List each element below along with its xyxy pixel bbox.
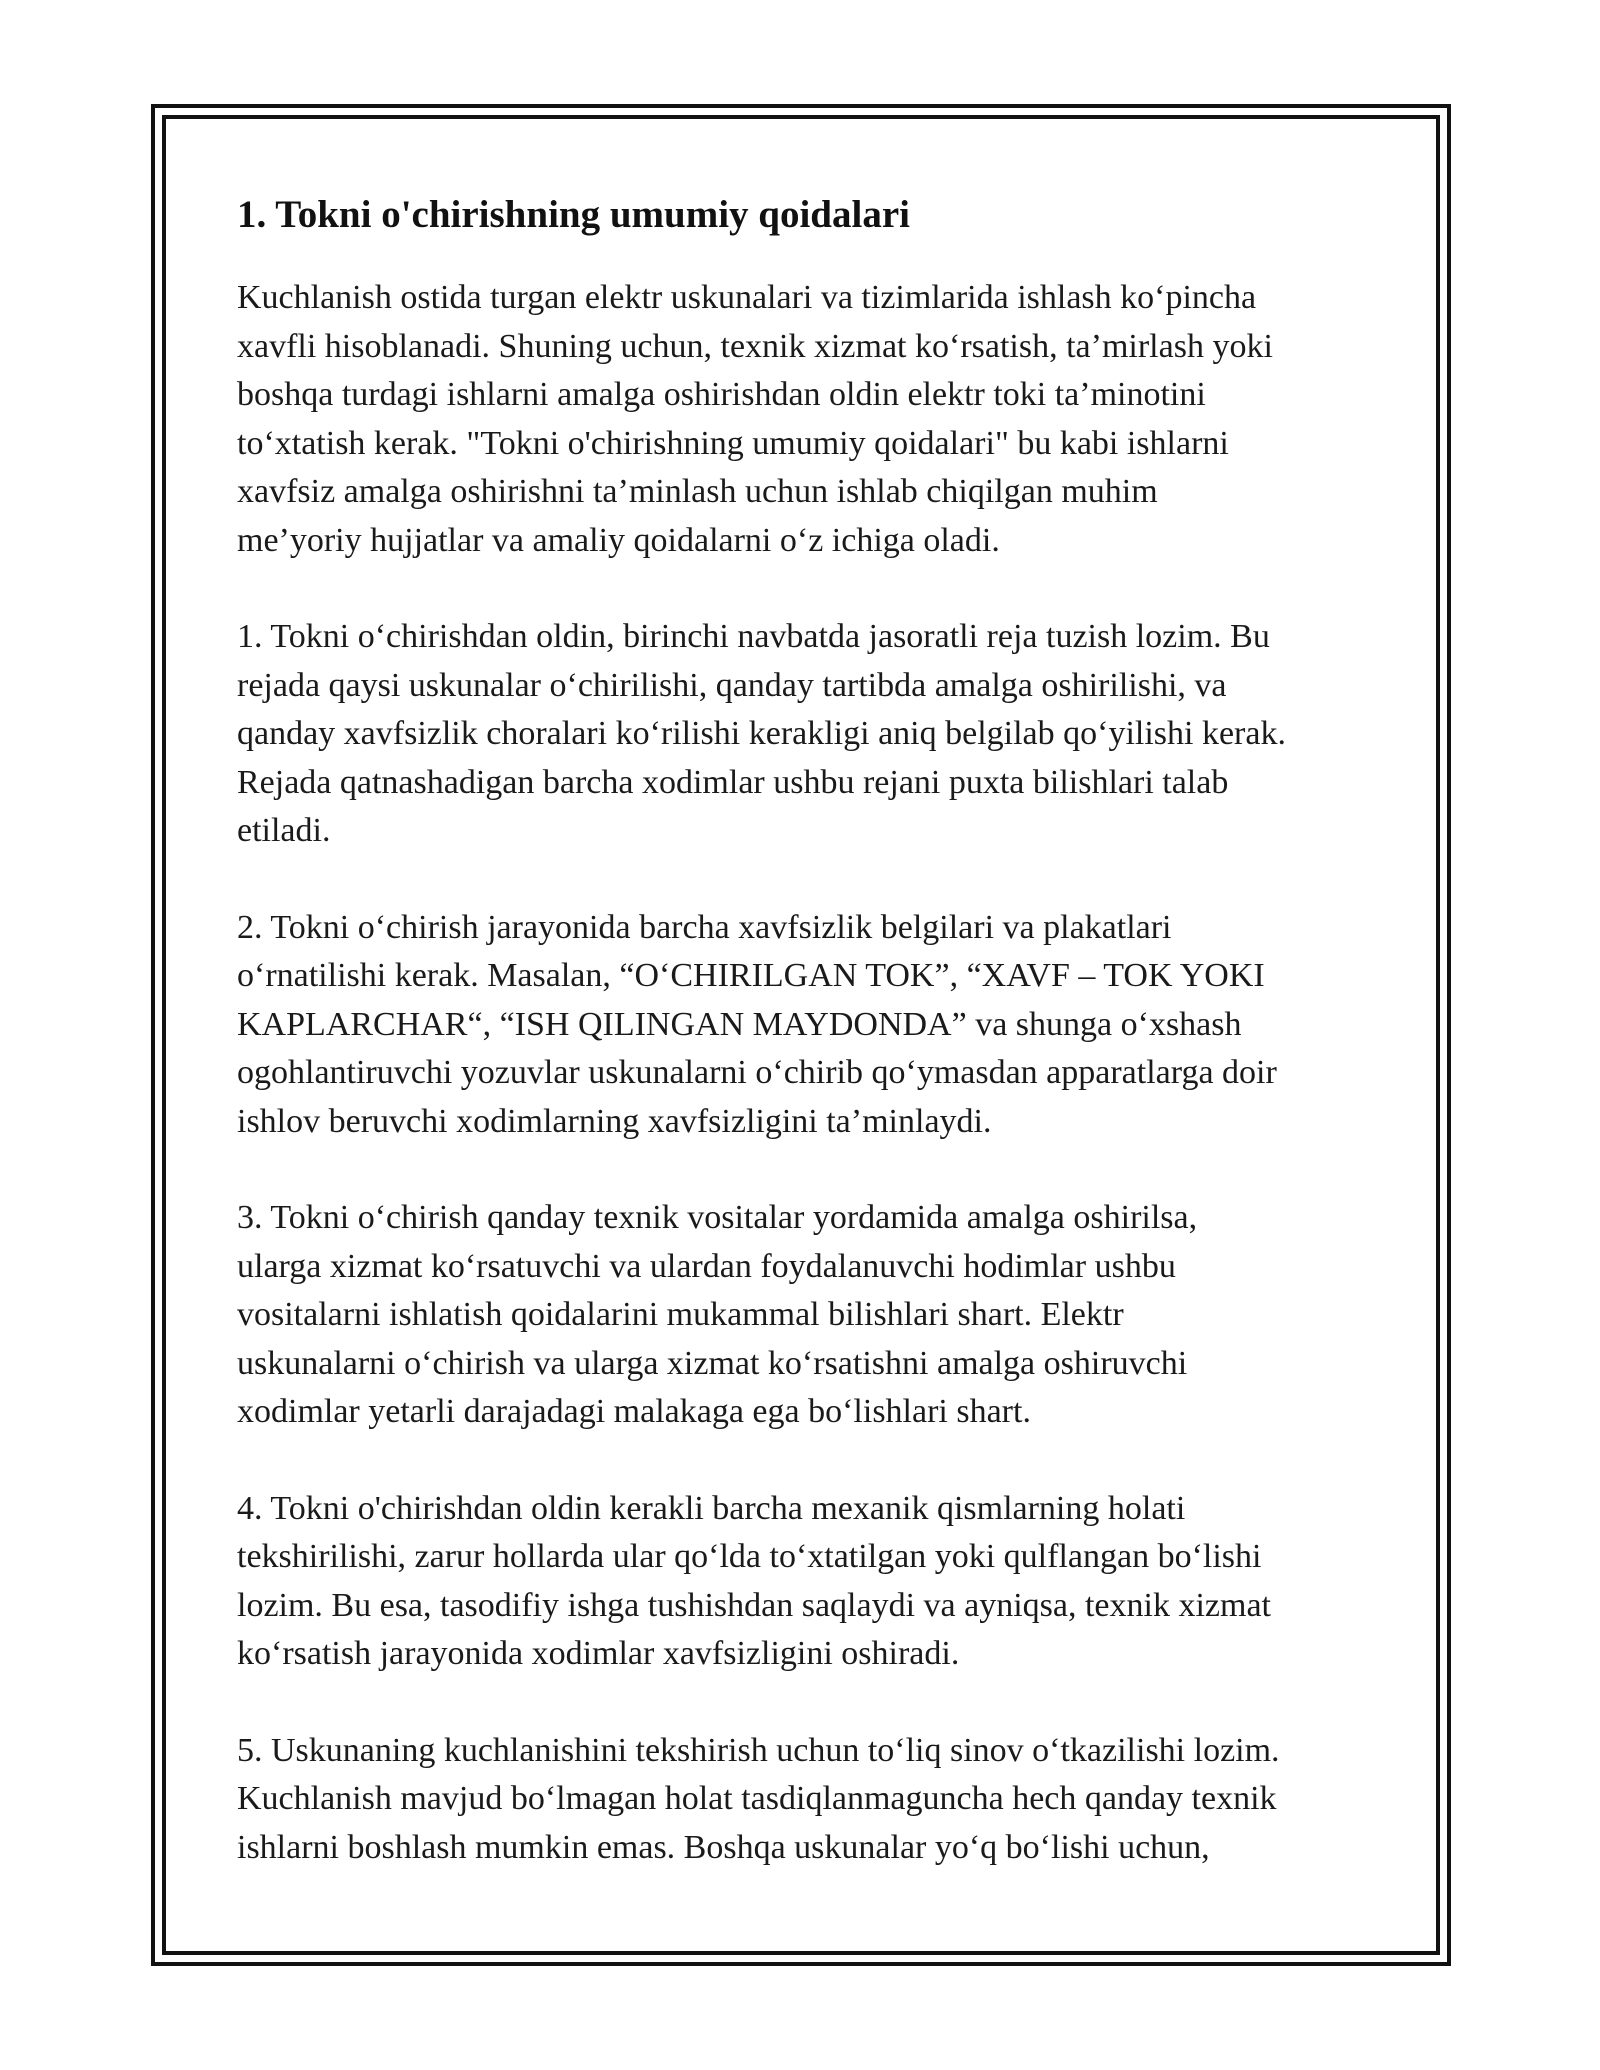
paragraph-rule-3: 3. Tokni o‘chirish qanday texnik vositalar yordamida amalga oshirilsa, ularga xizmat ko‘rsatuvchi va ulardan foydalanuvchi hodimlar ushbu vositalarni ishlatish qoidalarini mukammal bilishlari shart. Elektr uskunalarni o‘chirish va ularga xizmat ko‘rsatishni amalga oshiruvchi xodimlar yetarli darajadagi malakaga ega bo‘lishlari shart. xyxy=(237,1199,1198,1430)
paragraph-rule-1: 1. Tokni o‘chirishdan oldin, birinchi navbatda jasoratli reja tuzish lozim. Bu rejada qaysi uskunalar o‘chirilishi, qanday tartibda amalga oshirilishi, va qanday xavfsizlik choralari ko‘rilishi kerakligi aniq belgilab qo‘yilishi kerak. Rejada qatnashadigan barcha xodimlar ushbu rejani puxta bilishlari talab etiladi. xyxy=(237,618,1286,849)
paragraph-rule-4: 4. Tokni o'chirishdan oldin kerakli barcha mexanik qismlarning holati tekshirilishi, zarur hollarda ular qo‘lda to‘xtatilgan yoki qulflangan bo‘lishi lozim. Bu esa, tasodifiy ishga tushishdan saqlaydi va ayniqsa, texnik xizmat ko‘rsatish jarayonida xodimlar xavfsizligini oshiradi. xyxy=(237,1489,1271,1672)
paragraph-intro: Kuchlanish ostida turgan elektr uskunalari va tizimlarida ishlash ko‘pincha xavfli hisoblanadi. Shuning uchun, texnik xizmat ko‘rsatish, ta’mirlash yoki boshqa turdagi ishlarni amalga oshirishdan oldin elektr toki ta’minotini to‘xtatish kerak. "Tokni o'chirishning umumiy qoidalari" bu kabi ishlarni xavfsiz amalga oshirishni ta’minlash uchun ishlab chiqilgan muhim me’yoriy hujjatlar va amaliy qoidalarni o‘z ichiga oladi. xyxy=(237,279,1273,559)
paragraph-rule-5: 5. Uskunaning kuchlanishini tekshirish uchun to‘liq sinov o‘tkazilishi lozim. Kuchlanish mavjud bo‘lmagan holat tasdiqlanmaguncha hech qanday texnik ishlarni boshlash mumkin emas. Boshqa uskunalar yo‘q bo‘lishi uchun, xyxy=(237,1731,1280,1866)
paragraph-rule-2: 2. Tokni o‘chirish jarayonida barcha xavfsizlik belgilari va plakatlari o‘rnatilishi kerak. Masalan, “O‘CHIRILGAN TOK”, “XAVF – TOK YOKI KAPLARCHAR“, “ISH QILINGAN MAYDONDA” va shunga o‘xshash ogohlantiruvchi yozuvlar uskunalarni o‘chirib qo‘ymasdan apparatlarga doir ishlov beruvchi xodimlarning xavfsizligini ta’minlaydi. xyxy=(237,908,1277,1140)
document-title: 1. Tokni o'chirishning umumiy qoidalari xyxy=(237,193,910,236)
document-body xyxy=(237,190,1377,1920)
